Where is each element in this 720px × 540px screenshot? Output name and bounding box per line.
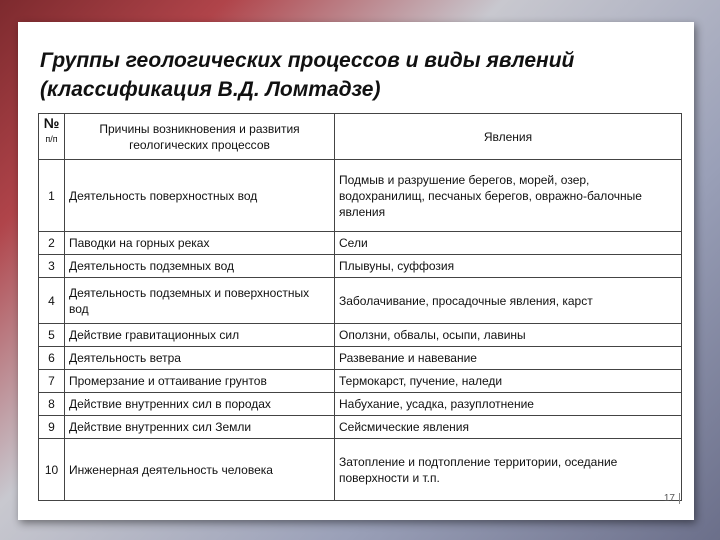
table-row — [39, 347, 682, 370]
row-cause: Промерзание и оттаивание грунтов — [65, 370, 335, 393]
header-number-sub: п/п — [45, 134, 58, 144]
row-phenomenon: Сели — [335, 232, 682, 255]
table-row — [39, 439, 682, 501]
table-row — [39, 324, 682, 347]
slide-title — [40, 46, 680, 104]
row-phenomenon: Подмыв и разрушение берегов, морей, озер, водохранилищ, песчаных берегов, овражно-балочные явления — [335, 160, 682, 232]
row-number: 7 — [39, 370, 65, 393]
header-number-symbol: № — [43, 115, 60, 131]
row-cause: Деятельность ветра — [65, 347, 335, 370]
row-number: 6 — [39, 347, 65, 370]
page-number: 17 — [664, 493, 680, 504]
table-row — [39, 232, 682, 255]
row-number: 8 — [39, 393, 65, 416]
table-row — [39, 393, 682, 416]
row-cause: Действие внутренних сил Земли — [65, 416, 335, 439]
row-phenomenon: Набухание, усадка, разуплотнение — [335, 393, 682, 416]
row-phenomenon: Сейсмические явления — [335, 416, 682, 439]
row-phenomenon: Термокарст, пучение, наледи — [335, 370, 682, 393]
row-number: 5 — [39, 324, 65, 347]
row-cause: Деятельность подземных вод — [65, 255, 335, 278]
row-cause: Действие внутренних сил в породах — [65, 393, 335, 416]
row-phenomenon: Оползни, обвалы, осыпи, лавины — [335, 324, 682, 347]
row-number: 9 — [39, 416, 65, 439]
row-cause: Инженерная деятельность человека — [65, 439, 335, 501]
row-phenomenon: Заболачивание, просадочные явления, карст — [335, 278, 682, 324]
row-phenomenon: Плывуны, суффозия — [335, 255, 682, 278]
header-causes: Причины возникновения и развития геологических процессов — [65, 114, 335, 160]
table-header-row — [39, 114, 682, 160]
processes-table — [38, 113, 682, 501]
table-row — [39, 278, 682, 324]
table-row — [39, 160, 682, 232]
table-row — [39, 255, 682, 278]
row-number: 4 — [39, 278, 65, 324]
table-row — [39, 370, 682, 393]
slide — [18, 22, 694, 520]
row-number: 3 — [39, 255, 65, 278]
row-cause: Паводки на горных реках — [65, 232, 335, 255]
table-row — [39, 416, 682, 439]
header-number — [39, 114, 65, 160]
row-number: 10 — [39, 439, 65, 501]
header-phenomena: Явления — [335, 114, 682, 160]
row-phenomenon: Затопление и подтопление территории, оседание поверхности и т.п. — [335, 439, 682, 501]
row-cause: Деятельность подземных и поверхностных вод — [65, 278, 335, 324]
row-phenomenon: Развевание и навевание — [335, 347, 682, 370]
row-number: 1 — [39, 160, 65, 232]
title-line-2: (классификация В.Д. Ломтадзе) — [40, 78, 381, 101]
row-number: 2 — [39, 232, 65, 255]
title-line-1: Группы геологических процессов и виды явлений — [40, 49, 575, 72]
row-cause: Деятельность поверхностных вод — [65, 160, 335, 232]
row-cause: Действие гравитационных сил — [65, 324, 335, 347]
